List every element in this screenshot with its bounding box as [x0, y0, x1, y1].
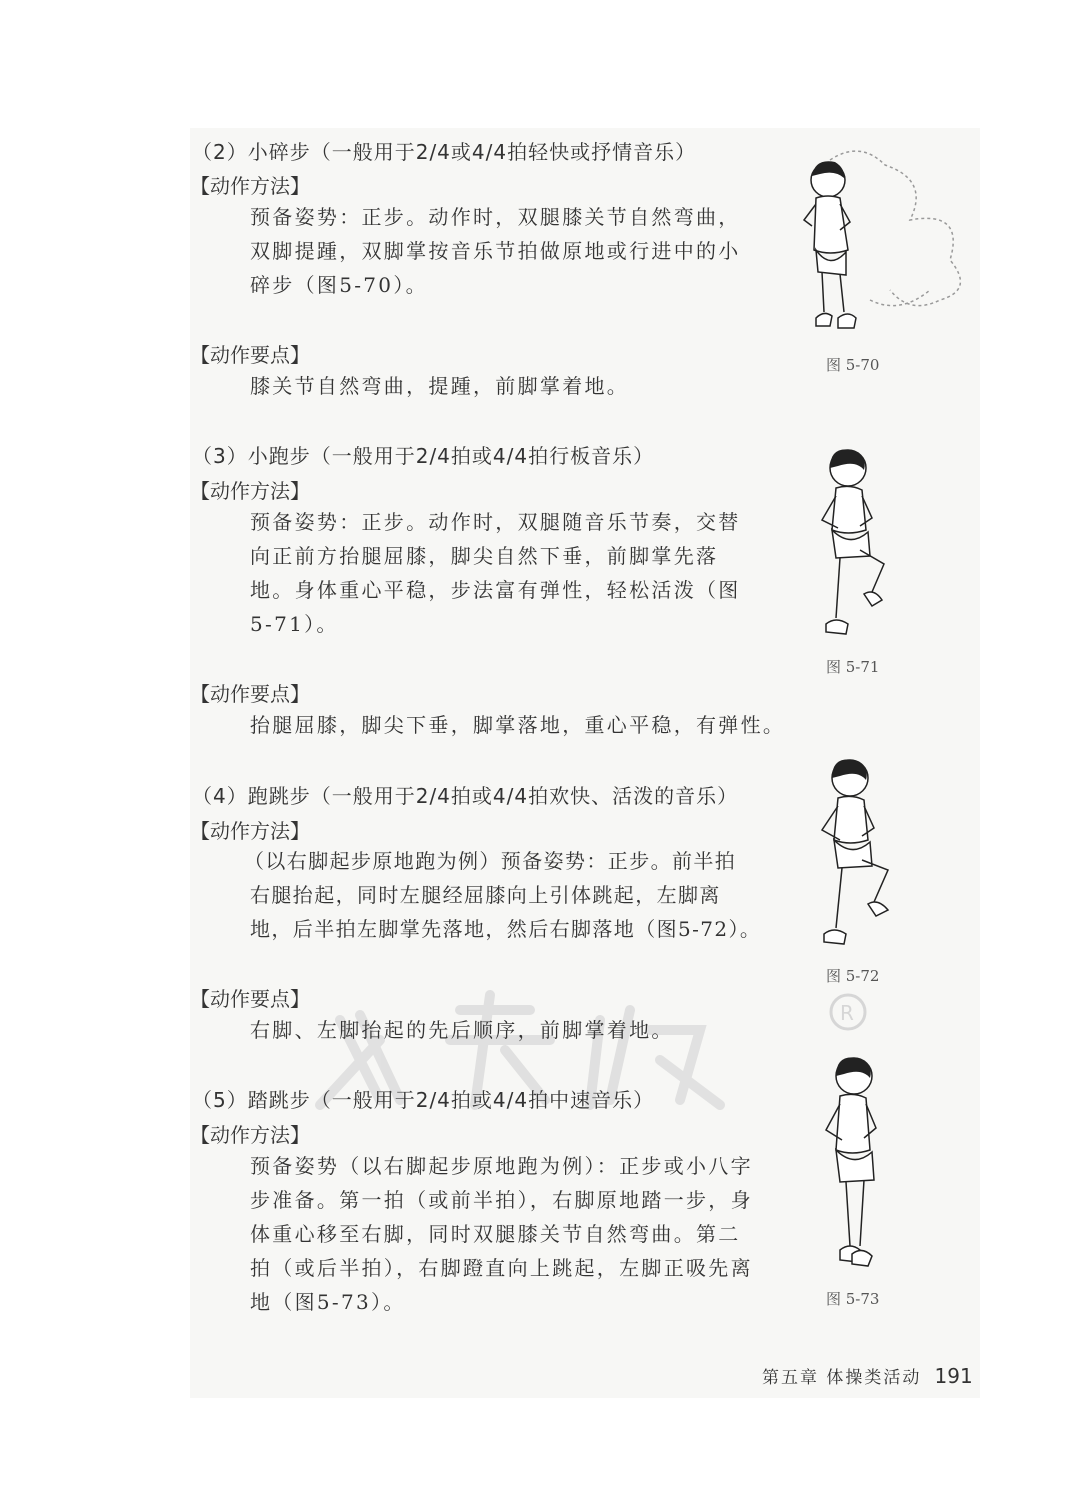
text-line: 地。身体重心平稳，步法富有弹性，轻松活泼（图 — [250, 578, 741, 602]
text-line: 地（图5-73）。 — [250, 1290, 406, 1314]
points-text — [250, 369, 745, 403]
child-running-step-illustration — [800, 440, 910, 650]
points-label: 【动作要点】 — [190, 343, 310, 367]
method-label: 【动作方法】 — [190, 174, 310, 198]
figure-caption: 图 5-71 — [826, 658, 880, 676]
points-text — [250, 1013, 745, 1047]
text-line: 向正前方抬腿屈膝，脚尖自然下垂，前脚掌先落 — [250, 544, 719, 568]
method-text — [250, 1149, 753, 1319]
text-line: 5-71）。 — [250, 612, 339, 636]
text-line: 膝关节自然弯曲，提踵，前脚掌着地。 — [250, 374, 630, 398]
text-line: 右脚、左脚抬起的先后顺序，前脚掌着地。 — [250, 1018, 674, 1042]
method-text — [250, 200, 745, 302]
text-line: 预备姿势：正步。动作时，双腿随音乐节奏，交替 — [250, 510, 741, 534]
method-label: 【动作方法】 — [190, 479, 310, 503]
page-number: 191 — [934, 1364, 973, 1388]
section-heading-stamp-jump: （5）踏跳步（一般用于2/4拍或4/4拍中速音乐） — [192, 1088, 655, 1112]
method-text — [244, 844, 762, 946]
section-heading-skipping-step: （4）跑跳步（一般用于2/4拍或4/4拍欢快、活泼的音乐） — [192, 784, 739, 808]
child-small-steps-illustration — [790, 140, 980, 350]
child-skipping-step-illustration — [800, 752, 910, 957]
text-line: 地，后半拍左脚掌先落地，然后右脚落地（图5-72）。 — [250, 917, 762, 941]
text-line: 右腿抬起，同时左腿经屈膝向上引体跳起，左脚离 — [250, 883, 721, 907]
text-line: 预备姿势（以右脚起步原地跑为例）：正步或小八字 — [250, 1154, 753, 1178]
method-label: 【动作方法】 — [190, 819, 310, 843]
text-line: （以右脚起步原地跑为例）预备姿势：正步。前半拍 — [244, 849, 737, 873]
figure-caption: 图 5-72 — [826, 967, 880, 985]
points-text — [250, 708, 786, 742]
section-heading-running-step: （3）小跑步（一般用于2/4拍或4/4拍行板音乐） — [192, 444, 655, 468]
text-line: 步准备。第一拍（或前半拍），右脚原地踏一步，身 — [250, 1188, 753, 1212]
method-text — [250, 505, 745, 641]
text-line: 预备姿势：正步。动作时，双腿膝关节自然弯曲， — [250, 205, 741, 229]
child-stamp-jump-illustration — [810, 1050, 900, 1280]
text-line: 碎步（图5-70）。 — [250, 273, 428, 297]
page-footer — [762, 1363, 973, 1388]
text-line: 双脚提踵，双脚掌按音乐节拍做原地或行进中的小 — [250, 239, 741, 263]
method-label: 【动作方法】 — [190, 1123, 310, 1147]
points-label: 【动作要点】 — [190, 682, 310, 706]
figure-caption: 图 5-73 — [826, 1290, 880, 1308]
figure-caption: 图 5-70 — [826, 356, 880, 374]
svg-text:R: R — [840, 1001, 854, 1025]
chapter-title: 第五章 体操类活动 — [762, 1368, 922, 1388]
points-label: 【动作要点】 — [190, 987, 310, 1011]
text-line: 抬腿屈膝，脚尖下垂，脚掌落地，重心平稳，有弹性。 — [250, 713, 786, 737]
text-line: 拍（或后半拍），右脚蹬直向上跳起，左脚正吸先离 — [250, 1256, 753, 1280]
section-heading-small-steps: （2）小碎步（一般用于2/4或4/4拍轻快或抒情音乐） — [192, 140, 697, 164]
text-line: 体重心移至右脚，同时双腿膝关节自然弯曲。第二 — [250, 1222, 741, 1246]
